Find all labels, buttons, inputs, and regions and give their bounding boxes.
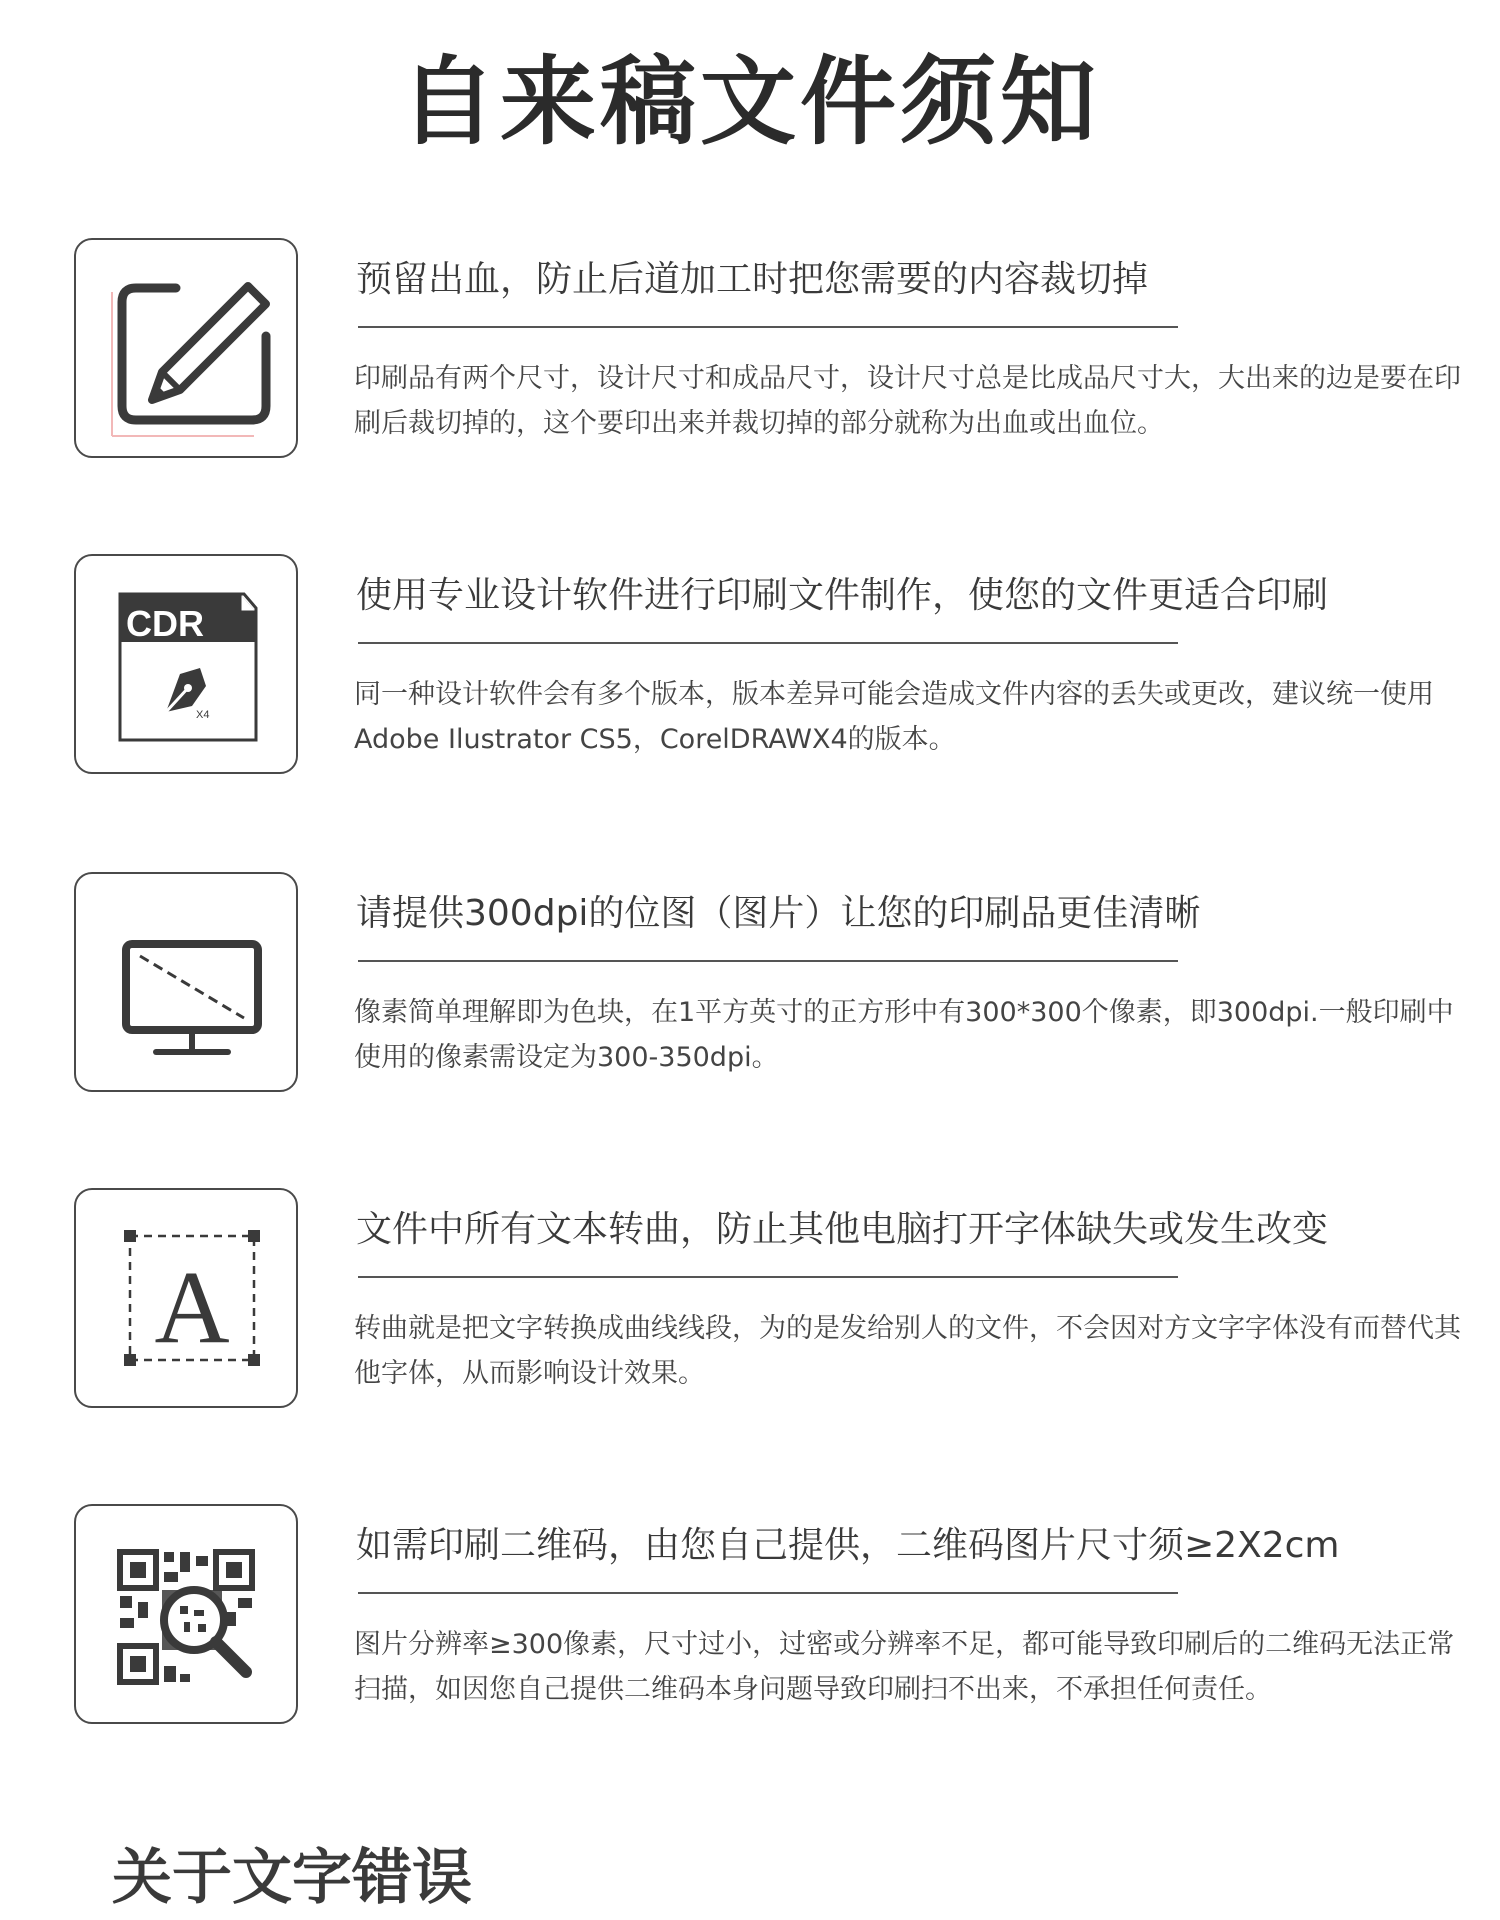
- icon-frame: [74, 1188, 298, 1408]
- outline-letter: A: [154, 1250, 230, 1365]
- section-description: 像素简单理解即为色块，在1平方英寸的正方形中有300*300个像素，即300dpi.一般印刷中使用的像素需设定为300-350dpi。: [354, 997, 1454, 1073]
- divider: [358, 326, 1178, 328]
- notice-section-resolution: [0, 872, 1500, 1102]
- icon-frame: [74, 554, 298, 774]
- section-description: 同一种设计软件会有多个版本，版本差异可能会造成文件内容的丢失或更改，建议统一使用Adobe Ilustrator CS5，CorelDRAWX4的版本。: [354, 679, 1434, 755]
- qr-code-search-icon: [76, 1506, 296, 1722]
- icon-frame: [74, 238, 298, 458]
- divider: [358, 960, 1178, 962]
- divider: [358, 642, 1178, 644]
- divider: [358, 1592, 1178, 1594]
- page-title: 自来稿文件须知: [400, 46, 1100, 158]
- x4-label: X4: [196, 709, 210, 721]
- monitor-icon: [76, 874, 296, 1090]
- icon-frame: [74, 1504, 298, 1724]
- notice-section-qr-code: [0, 1504, 1500, 1734]
- section-title: 使用专业设计软件进行印刷文件制作，使您的文件更适合印刷: [356, 575, 1329, 616]
- cdr-file-icon: [76, 556, 296, 772]
- section-title: 预留出血，防止后道加工时把您需要的内容裁切掉: [356, 259, 1149, 300]
- section-title: 如需印刷二维码，由您自己提供，二维码图片尺寸须≥2X2cm: [356, 1525, 1340, 1566]
- sub-heading-text-errors: 关于文字错误: [112, 1843, 472, 1913]
- section-description: 印刷品有两个尺寸，设计尺寸和成品尺寸，设计尺寸总是比成品尺寸大，大出来的边是要在印刷后裁切掉的，这个要印出来并裁切掉的部分就称为出血或出血位。: [354, 363, 1461, 439]
- pencil-edit-icon: [76, 240, 296, 456]
- notice-section-software: [0, 554, 1500, 784]
- section-description: 转曲就是把文字转换成曲线线段，为的是发给别人的文件，不会因对方文字字体没有而替代其他字体，从而影响设计效果。: [354, 1313, 1461, 1389]
- section-title: 请提供300dpi的位图（图片）让您的印刷品更佳清晰: [356, 893, 1201, 934]
- cdr-label: CDR: [126, 603, 204, 644]
- notice-section-outline-text: [0, 1188, 1500, 1418]
- notice-section-bleed: [0, 238, 1500, 468]
- text-outline-icon: [76, 1190, 296, 1406]
- section-description: 图片分辨率≥300像素，尺寸过小，过密或分辨率不足，都可能导致印刷后的二维码无法正常扫描，如因您自己提供二维码本身问题导致印刷扫不出来，不承担任何责任。: [354, 1629, 1455, 1705]
- section-title: 文件中所有文本转曲，防止其他电脑打开字体缺失或发生改变: [356, 1209, 1329, 1250]
- divider: [358, 1276, 1178, 1278]
- icon-frame: [74, 872, 298, 1092]
